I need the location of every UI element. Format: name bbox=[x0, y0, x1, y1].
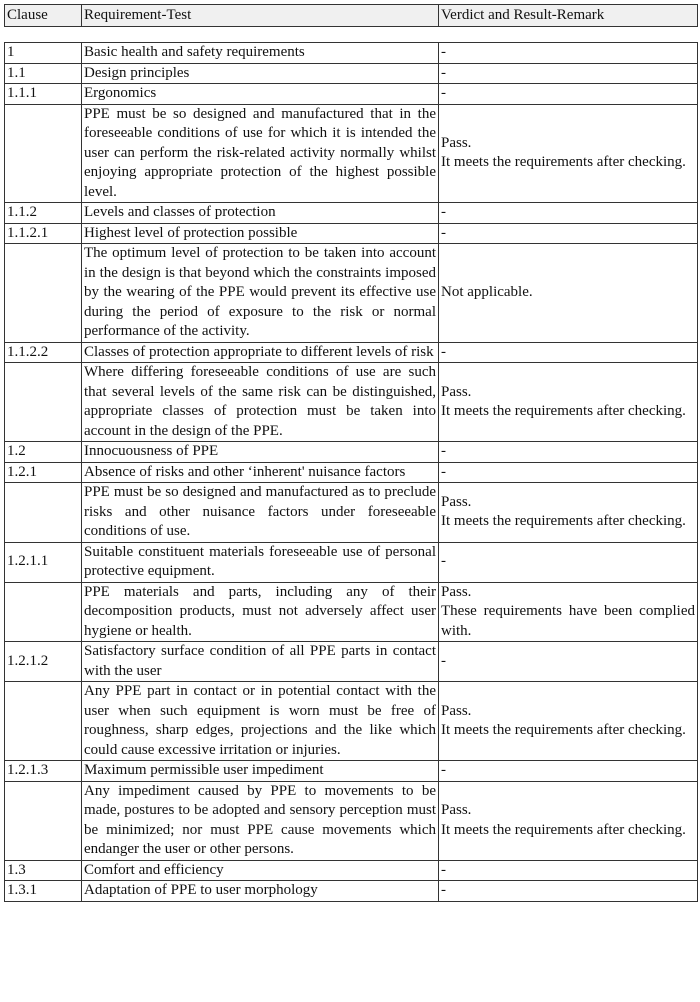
verdict-cell bbox=[439, 881, 698, 902]
requirement-cell: PPE must be so designed and manufactured that in the foreseeable conditions of use for which it is intended the user can perform the risk-related activity normally whilst enjoying appropriate protection of the highest possible level. bbox=[82, 104, 439, 203]
table-row bbox=[5, 203, 698, 224]
table-row bbox=[5, 363, 698, 442]
clause-cell bbox=[5, 104, 82, 203]
clause-cell: 1.1.2 bbox=[5, 203, 82, 224]
header-verdict-remark: Verdict and Result-Remark bbox=[439, 5, 698, 27]
verdict-line: Pass. bbox=[441, 383, 472, 400]
verdict-line: - bbox=[441, 553, 446, 570]
verdict-line: - bbox=[441, 224, 446, 241]
table-row bbox=[5, 860, 698, 881]
table-row bbox=[5, 63, 698, 84]
requirement-cell: Innocuousness of PPE bbox=[82, 442, 439, 463]
clause-cell: 1.1.1 bbox=[5, 84, 82, 105]
table-row bbox=[5, 483, 698, 543]
requirements-table-body-section bbox=[4, 42, 698, 902]
verdict-line: Not applicable. bbox=[441, 284, 533, 300]
table-row bbox=[5, 781, 698, 860]
verdict-line: Pass. bbox=[441, 802, 472, 818]
requirement-cell: Where differing foreseeable conditions of use are such that several levels of the same risk can be distinguished, appropriate classes of protection must be taken into account in the design of the PPE. bbox=[82, 363, 439, 442]
verdict-cell bbox=[439, 761, 698, 782]
table-row bbox=[5, 244, 698, 343]
clause-cell: 1.3 bbox=[5, 860, 82, 881]
verdict-line: It meets the requirements after checking. bbox=[441, 722, 686, 738]
table-row bbox=[5, 582, 698, 642]
verdict-cell bbox=[439, 244, 698, 343]
requirement-cell: Classes of protection appropriate to different levels of risk bbox=[82, 342, 439, 363]
verdict-cell bbox=[439, 63, 698, 84]
table-row bbox=[5, 542, 698, 582]
verdict-line: - bbox=[441, 343, 446, 360]
requirement-cell: Any impediment caused by PPE to movements to be made, postures to be adopted and sensory perception must be minimized; nor must PPE cause movements which endanger the user or other persons. bbox=[82, 781, 439, 860]
requirement-cell: Satisfactory surface condition of all PPE parts in contact with the user bbox=[82, 642, 439, 682]
clause-cell bbox=[5, 781, 82, 860]
table-gap bbox=[4, 27, 697, 42]
verdict-cell bbox=[439, 104, 698, 203]
verdict-line: Pass. bbox=[441, 134, 472, 151]
verdict-line: - bbox=[441, 443, 446, 459]
verdict-line: - bbox=[441, 44, 446, 60]
table-row bbox=[5, 84, 698, 105]
table-row bbox=[5, 761, 698, 782]
verdict-cell bbox=[439, 542, 698, 582]
table-row bbox=[5, 462, 698, 483]
verdict-line: - bbox=[441, 463, 446, 480]
verdict-line: It meets the requirements after checking. bbox=[441, 821, 686, 838]
table-row bbox=[5, 682, 698, 761]
verdict-cell bbox=[439, 203, 698, 224]
clause-cell: 1.3.1 bbox=[5, 881, 82, 902]
clause-cell bbox=[5, 682, 82, 761]
verdict-cell bbox=[439, 860, 698, 881]
table-row bbox=[5, 642, 698, 682]
verdict-line: - bbox=[441, 85, 446, 101]
requirements-table-body bbox=[5, 5, 698, 27]
verdict-cell bbox=[439, 483, 698, 543]
clause-cell bbox=[5, 483, 82, 543]
clause-cell bbox=[5, 582, 82, 642]
verdict-line: Pass. bbox=[441, 702, 472, 719]
header-clause: Clause bbox=[5, 5, 82, 27]
requirement-cell: Any PPE part in contact or in potential contact with the user when such equipment is worn must be free of roughness, sharp edges, projections and the like which could cause excessive irritation or injuries. bbox=[82, 682, 439, 761]
verdict-cell bbox=[439, 223, 698, 244]
requirement-cell: PPE materials and parts, including any of their decomposition products, must not adversely affect user hygiene or health. bbox=[82, 582, 439, 642]
verdict-cell bbox=[439, 442, 698, 463]
verdict-line: - bbox=[441, 882, 446, 898]
table-row bbox=[5, 881, 698, 902]
requirement-cell: Basic health and safety requirements bbox=[82, 43, 439, 64]
verdict-cell bbox=[439, 43, 698, 64]
verdict-cell bbox=[439, 363, 698, 442]
table-row bbox=[5, 342, 698, 363]
verdict-cell bbox=[439, 342, 698, 363]
table-row bbox=[5, 104, 698, 203]
verdict-line: - bbox=[441, 861, 446, 878]
requirement-cell: Levels and classes of protection bbox=[82, 203, 439, 224]
requirement-cell: Ergonomics bbox=[82, 84, 439, 105]
requirements-table bbox=[4, 4, 698, 27]
clause-cell bbox=[5, 244, 82, 343]
table-row bbox=[5, 442, 698, 463]
clause-cell: 1.2 bbox=[5, 442, 82, 463]
clause-cell bbox=[5, 363, 82, 442]
requirement-cell: Highest level of protection possible bbox=[82, 223, 439, 244]
verdict-line: It meets the requirements after checking. bbox=[441, 513, 686, 530]
requirement-cell: Comfort and efficiency bbox=[82, 860, 439, 881]
requirement-cell: Maximum permissible user impediment bbox=[82, 761, 439, 782]
verdict-line: - bbox=[441, 204, 446, 220]
verdict-cell bbox=[439, 84, 698, 105]
verdict-cell bbox=[439, 781, 698, 860]
requirement-cell: PPE must be so designed and manufactured as to preclude risks and other nuisance factors under foreseeable conditions of use. bbox=[82, 483, 439, 543]
requirement-cell: Design principles bbox=[82, 63, 439, 84]
verdict-line: - bbox=[441, 64, 446, 81]
clause-cell: 1.2.1.3 bbox=[5, 761, 82, 782]
verdict-cell bbox=[439, 582, 698, 642]
clause-cell: 1.1.2.2 bbox=[5, 342, 82, 363]
clause-cell: 1.2.1.1 bbox=[5, 542, 82, 582]
table-row bbox=[5, 223, 698, 244]
verdict-line: Pass. bbox=[441, 493, 472, 510]
verdict-cell bbox=[439, 642, 698, 682]
verdict-line: - bbox=[441, 762, 446, 778]
requirement-cell: Suitable constituent materials foreseeable use of personal protective equipment. bbox=[82, 542, 439, 582]
clause-cell: 1.2.1 bbox=[5, 462, 82, 483]
document-page bbox=[4, 4, 697, 902]
clause-cell: 1.2.1.2 bbox=[5, 642, 82, 682]
verdict-line: It meets the requirements after checking. bbox=[441, 403, 686, 419]
verdict-cell bbox=[439, 462, 698, 483]
clause-cell: 1.1.2.1 bbox=[5, 223, 82, 244]
requirement-cell: The optimum level of protection to be taken into account in the design is that beyond which the constraints imposed by the wearing of the PPE would prevent its effective use during the period of exposure to the risk or normal performance of the activity. bbox=[82, 244, 439, 343]
requirement-cell: Absence of risks and other ‘inherent' nuisance factors bbox=[82, 462, 439, 483]
table-row bbox=[5, 43, 698, 64]
verdict-line: It meets the requirements after checking. bbox=[441, 154, 686, 171]
verdict-line: Pass. bbox=[441, 583, 472, 600]
header-requirement-test: Requirement-Test bbox=[82, 5, 439, 27]
table-header-row bbox=[5, 5, 698, 27]
requirement-cell: Adaptation of PPE to user morphology bbox=[82, 881, 439, 902]
clause-cell: 1 bbox=[5, 43, 82, 64]
verdict-cell bbox=[439, 682, 698, 761]
clause-cell: 1.1 bbox=[5, 63, 82, 84]
verdict-line: These requirements have been complied with. bbox=[441, 603, 695, 639]
verdict-line: - bbox=[441, 652, 446, 669]
requirements-rows bbox=[5, 43, 698, 902]
